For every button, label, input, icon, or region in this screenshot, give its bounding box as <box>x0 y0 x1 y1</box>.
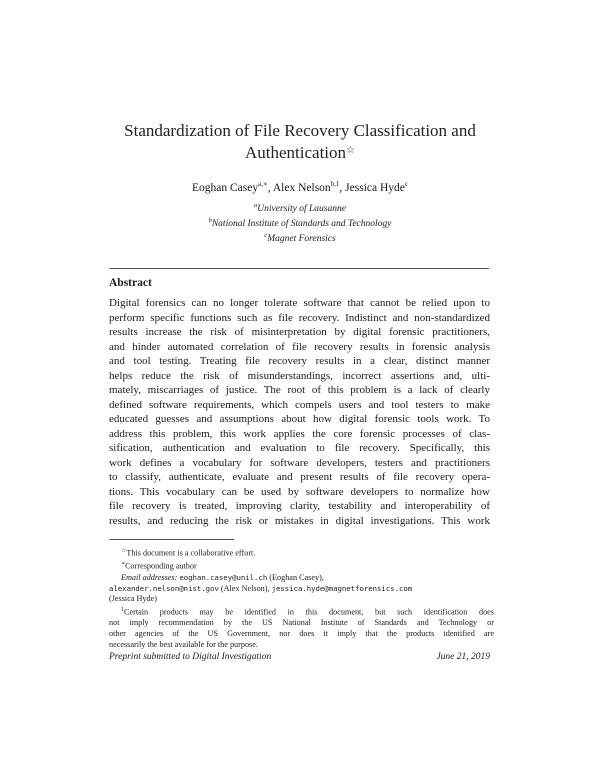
abstract-line: defined software requirements, which compels users and tool testers to make <box>109 398 490 411</box>
author-name: Jessica Hyde <box>345 181 405 194</box>
email-label: Email addresses: <box>121 572 178 582</box>
footnote-text: This document is a collaborative effort. <box>126 548 256 558</box>
abstract-line: mately, miscarriages of justice. The root of this problem is a lack of clearly <box>109 384 490 396</box>
author-name: Eoghan Casey <box>192 181 259 194</box>
email-line-2 <box>109 584 494 595</box>
abstract-line: address this problem, this work applies the core forensic processes of clas- <box>109 427 490 440</box>
author-list: Eoghan Casey$^{a,∗}$, Alex Nelson$^{b,1}$, Jessica Hyde$^c$ <box>192 180 408 194</box>
footnote-note-line: not imply recommendation by the US National Institute of Standards and Technology or <box>109 618 494 628</box>
abstract-heading: Abstract <box>109 277 152 289</box>
author-affil-mark: c <box>404 180 408 188</box>
affiliation-name: University of Lausanne <box>257 204 346 215</box>
footnote-text: Certain products may be identified in this document, but such identification does <box>124 607 494 617</box>
abstract-line: to classify, authenticate, evaluate and present results of file recovery opera- <box>109 471 490 483</box>
footnote-rule <box>109 539 234 540</box>
email-address[interactable]: eoghan.casey@unil.ch <box>179 572 268 582</box>
affiliation-mark: a <box>254 202 258 209</box>
abstract-line: sification, authentication and evaluation to file recovery. Specifically, this <box>109 442 490 454</box>
footnote-note-line: other agencies of the US Government, nor does it imply that the products identified are <box>109 629 494 639</box>
email-owner: (Alex Nelson), <box>220 583 270 593</box>
affiliation-name: Magnet Forensics <box>267 234 336 245</box>
email-line-1 <box>109 573 494 584</box>
abstract-line: tions. This vocabulary can be used by software developers to normalize how <box>109 485 490 498</box>
abstract-line: and tool testing. Treating file recovery results in a clear, distinct manner <box>109 355 490 367</box>
email-owner: (Eoghan Casey), <box>269 572 324 582</box>
affiliation <box>60 200 540 215</box>
affiliation-mark: b <box>208 217 212 225</box>
author-affil-mark: b,1 <box>330 180 340 188</box>
affiliation-mark: c <box>264 232 268 240</box>
preprint-notice: Preprint submitted to Digital Investigation <box>109 652 272 662</box>
abstract-body <box>109 296 490 528</box>
abstract-top-rule <box>109 268 489 269</box>
abstract-line: and hinder automated correlation of file recovery results in forensic analysis <box>109 340 490 353</box>
title-footnote-mark: ☆ <box>346 145 355 156</box>
footnote-note-line: necessarily the best available for the purpose. <box>109 639 258 649</box>
footnote-mark: ☆ <box>121 548 127 554</box>
abstract-line: results, and reducing the risk or mistakes in digital investigations. This work <box>109 514 490 527</box>
affiliation-list <box>60 200 540 245</box>
abstract-line: work defines a vocabulary for software developers, testers and practitioners <box>109 456 490 469</box>
abstract-line: file recovery is treated, improving clarity, testability and interoperability of <box>109 500 490 512</box>
abstract-line: results increase the risk of misinterpretation by digital forensic practitioners, <box>109 326 490 338</box>
email-address[interactable]: alexander.nelson@nist.gov <box>109 583 219 593</box>
email-address[interactable]: jessica.hyde@magnetforensics.com <box>271 583 413 593</box>
footnotes <box>109 546 494 651</box>
title-line-2: Authentication <box>245 143 347 162</box>
author-affil-mark: a,∗ <box>258 180 268 188</box>
abstract-line: perform specific functions such as file recovery. Indistinct and non-standardized <box>109 311 490 324</box>
footnote-star <box>109 546 494 559</box>
footnote-note-line <box>109 605 494 618</box>
abstract-line: helps reduce the risk of misunderstandings, incorrect assertions and, ulti- <box>109 369 490 382</box>
footnote-text: Corresponding author <box>125 562 197 572</box>
paper-title <box>60 120 540 164</box>
footnote-mark: 1 <box>121 606 124 613</box>
title-line-1: Standardization of File Recovery Classification and <box>124 121 476 140</box>
preprint-date: June 21, 2019 <box>436 652 490 662</box>
affiliation <box>60 230 540 245</box>
footnote-mark: ∗ <box>121 561 126 568</box>
footnote-corresponding <box>109 559 494 572</box>
email-line-3: (Jessica Hyde) <box>109 594 157 604</box>
abstract-line: Digital forensics can no longer tolerate software that cannot be relied upon to <box>109 297 490 309</box>
author-name: Alex Nelson <box>272 181 331 194</box>
affiliation <box>60 215 540 230</box>
abstract-line: educated guesses and assumptions about how digital forensic tools work. To <box>109 413 490 425</box>
affiliation-name: National Institute of Standards and Technology <box>211 219 392 230</box>
